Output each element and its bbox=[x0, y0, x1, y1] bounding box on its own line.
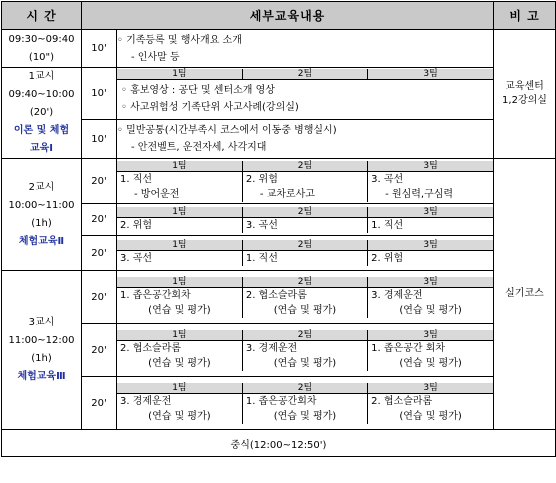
period1-duration: 10' bbox=[82, 120, 117, 159]
period2-cell-3 bbox=[117, 236, 494, 271]
team-1-item bbox=[117, 393, 242, 424]
intro-time bbox=[2, 30, 82, 68]
period1-title: 교육Ⅰ bbox=[29, 143, 54, 154]
header-time: 시 간 bbox=[2, 2, 82, 30]
period1-duration: 10' bbox=[82, 68, 117, 120]
period2-row-2 bbox=[2, 204, 556, 236]
item-title: 2. 협소슬라롬 bbox=[245, 289, 307, 301]
note-edu-center bbox=[494, 30, 556, 159]
period3-cell-1 bbox=[117, 271, 494, 324]
team-1-item: 2. 위험 bbox=[117, 217, 242, 233]
lunch-label: 중식(12:00~12:50') bbox=[2, 430, 556, 457]
team-2-item bbox=[242, 393, 367, 424]
period3-cell-2 bbox=[117, 324, 494, 377]
period2-label: 2교시 bbox=[28, 181, 55, 193]
period1-row-b bbox=[2, 120, 556, 159]
team-grid bbox=[117, 277, 493, 318]
note-course: 실기코스 bbox=[494, 159, 556, 430]
item-title: 3. 곡선 bbox=[371, 173, 404, 185]
period1-label: 1교시 bbox=[28, 71, 55, 82]
period3-row-3 bbox=[2, 377, 556, 430]
team-row bbox=[117, 287, 493, 318]
team-3-item: 2. 위험 bbox=[371, 253, 404, 264]
team-header bbox=[117, 161, 493, 172]
item-sub: - 원심력,구심력 bbox=[385, 188, 454, 200]
period2-duration: 20' bbox=[82, 204, 117, 236]
team-grid bbox=[117, 383, 493, 424]
team-2-label: 2팀 bbox=[242, 277, 367, 288]
period2-duration: 20' bbox=[82, 236, 117, 271]
period1-line: - 안전벨트, 운전자세, 사각지대 bbox=[131, 142, 267, 154]
period1-lines bbox=[117, 80, 493, 118]
team-2-label: 2팀 bbox=[242, 69, 367, 80]
team-1-item bbox=[117, 340, 242, 371]
team-header bbox=[117, 240, 493, 251]
period1-line: ◦ 밀반공통(시간부족시 코스에서 이동중 병행실시) bbox=[117, 125, 337, 137]
team-3-label: 3팀 bbox=[368, 240, 493, 251]
item-sub: - 방어운전 bbox=[134, 188, 180, 200]
period3-cell-3 bbox=[117, 377, 494, 430]
item-title: 2. 위험 bbox=[245, 173, 278, 185]
team-2-item bbox=[242, 340, 367, 371]
intro-line: ◦ 기족등록 및 행사개요 소개 bbox=[117, 34, 242, 46]
period3-duration: 20' bbox=[82, 324, 117, 377]
team-grid bbox=[117, 240, 493, 266]
team-3-item bbox=[368, 171, 493, 202]
period1-total: (20') bbox=[29, 107, 54, 118]
intro-line: - 인사말 등 bbox=[131, 51, 180, 63]
note-room-label: 1,2강의실 bbox=[502, 95, 547, 106]
period3-range: 11:00~12:00 bbox=[8, 335, 75, 346]
team-1-label: 1팀 bbox=[117, 207, 242, 218]
item-title: 1. 좁은공간회차 bbox=[245, 395, 317, 407]
item-sub: (연습 및 평가) bbox=[148, 410, 211, 422]
team-grid bbox=[117, 330, 493, 371]
team-1-item bbox=[117, 287, 242, 318]
header-row bbox=[2, 2, 556, 30]
period2-duration: 20' bbox=[82, 159, 117, 204]
period3-title: 체험교육Ⅲ bbox=[17, 371, 66, 382]
period2-time bbox=[2, 159, 82, 271]
period1-range: 09:40~10:00 bbox=[8, 89, 75, 100]
item-sub: (연습 및 평가) bbox=[399, 410, 462, 422]
team-1-item bbox=[117, 171, 242, 202]
team-row bbox=[117, 171, 493, 202]
item-sub: (연습 및 평가) bbox=[148, 357, 211, 369]
team-3-label: 3팀 bbox=[368, 69, 493, 80]
period1-line: ◦ 사고위험성 기족단위 사고사례(강의실) bbox=[121, 102, 299, 114]
team-header bbox=[117, 207, 493, 218]
period1-content-a bbox=[117, 68, 494, 120]
team-header bbox=[117, 330, 493, 341]
team-2-label: 2팀 bbox=[242, 383, 367, 394]
period1-line: ◦ 홍보영상 : 공단 및 센터소개 영상 bbox=[121, 85, 275, 97]
team-2-item bbox=[242, 171, 367, 202]
intro-row bbox=[2, 30, 556, 68]
intro-duration: 10' bbox=[82, 30, 117, 68]
item-title: 1. 직선 bbox=[120, 173, 153, 185]
team-3-label: 3팀 bbox=[368, 277, 493, 288]
period3-row-1 bbox=[2, 271, 556, 324]
team-row bbox=[117, 217, 493, 233]
team-2-label: 2팀 bbox=[242, 207, 367, 218]
item-title: 1. 좁은공간회차 bbox=[120, 289, 191, 301]
team-row bbox=[117, 340, 493, 371]
item-sub: (연습 및 평가) bbox=[273, 410, 337, 422]
period3-total: (1h) bbox=[31, 353, 52, 364]
team-3-label: 3팀 bbox=[368, 383, 493, 394]
intro-time-duration: (10") bbox=[28, 51, 55, 63]
team-1-item: 3. 곡선 bbox=[117, 251, 242, 267]
period3-label: 3교시 bbox=[28, 317, 55, 328]
team-3-item bbox=[368, 393, 493, 424]
period2-range: 10:00~11:00 bbox=[8, 199, 75, 211]
item-title: 1. 좁은공간 회차 bbox=[371, 342, 446, 354]
item-sub: - 교차로사고 bbox=[259, 188, 315, 200]
team-1-label: 1팀 bbox=[117, 383, 242, 394]
period2-cell-1 bbox=[117, 159, 494, 204]
team-2-label: 2팀 bbox=[242, 161, 367, 172]
period2-row-3 bbox=[2, 236, 556, 271]
team-2-label: 2팀 bbox=[242, 330, 367, 341]
team-2-label: 2팀 bbox=[242, 240, 367, 251]
team-2-item: 1. 직선 bbox=[242, 251, 367, 267]
team-header bbox=[117, 277, 493, 288]
period1-row-a bbox=[2, 68, 556, 120]
item-title: 2. 협소슬라롬 bbox=[371, 395, 433, 407]
team-3-item bbox=[368, 287, 493, 318]
item-sub: (연습 및 평가) bbox=[273, 304, 337, 316]
team-grid bbox=[117, 69, 493, 80]
item-sub: (연습 및 평가) bbox=[399, 357, 462, 369]
schedule-table bbox=[1, 1, 556, 457]
period1-title: 이론 및 체험 bbox=[13, 125, 70, 136]
intro-content bbox=[117, 30, 494, 68]
team-1-label: 1팀 bbox=[117, 240, 242, 251]
team-1-label: 1팀 bbox=[117, 277, 242, 288]
team-2-item bbox=[242, 287, 367, 318]
item-title: 3. 경제운전 bbox=[371, 289, 423, 301]
team-row bbox=[117, 393, 493, 424]
header-content: 세부교육내용 bbox=[82, 2, 494, 30]
item-title: 3. 경제운전 bbox=[245, 342, 298, 354]
team-grid bbox=[117, 161, 493, 202]
period1-time bbox=[2, 68, 82, 159]
note-edu-label: 교육센터 bbox=[505, 81, 544, 92]
team-header bbox=[117, 69, 493, 80]
period3-duration: 20' bbox=[82, 377, 117, 430]
period2-row-1 bbox=[2, 159, 556, 204]
item-sub: (연습 및 평가) bbox=[273, 357, 337, 369]
team-1-label: 1팀 bbox=[117, 330, 242, 341]
period2-total: (1h) bbox=[31, 217, 52, 229]
item-title: 2. 협소슬라롬 bbox=[120, 342, 182, 354]
period3-duration: 20' bbox=[82, 271, 117, 324]
team-2-item: 3. 곡선 bbox=[242, 217, 367, 233]
header-note: 비 고 bbox=[494, 2, 556, 30]
team-header bbox=[117, 383, 493, 394]
team-row bbox=[117, 251, 493, 267]
intro-time-range: 09:30~09:40 bbox=[8, 33, 75, 45]
period2-cell-2 bbox=[117, 204, 494, 236]
item-sub: (연습 및 평가) bbox=[148, 304, 211, 316]
period3-time bbox=[2, 271, 82, 430]
team-3-item: 1. 직선 bbox=[371, 219, 404, 231]
team-3-item bbox=[368, 340, 493, 371]
period3-row-2 bbox=[2, 324, 556, 377]
team-grid bbox=[117, 207, 493, 233]
item-title: 3. 경제운전 bbox=[120, 395, 172, 407]
lunch-row bbox=[2, 430, 556, 457]
team-1-label: 1팀 bbox=[117, 69, 242, 80]
team-3-label: 3팀 bbox=[368, 330, 493, 341]
team-1-label: 1팀 bbox=[117, 161, 242, 172]
period1-content-b bbox=[117, 120, 494, 159]
team-3-label: 3팀 bbox=[368, 161, 493, 172]
item-sub: (연습 및 평가) bbox=[399, 304, 462, 316]
period2-title: 체험교육Ⅱ bbox=[18, 235, 65, 247]
team-3-label: 3팀 bbox=[368, 207, 493, 218]
